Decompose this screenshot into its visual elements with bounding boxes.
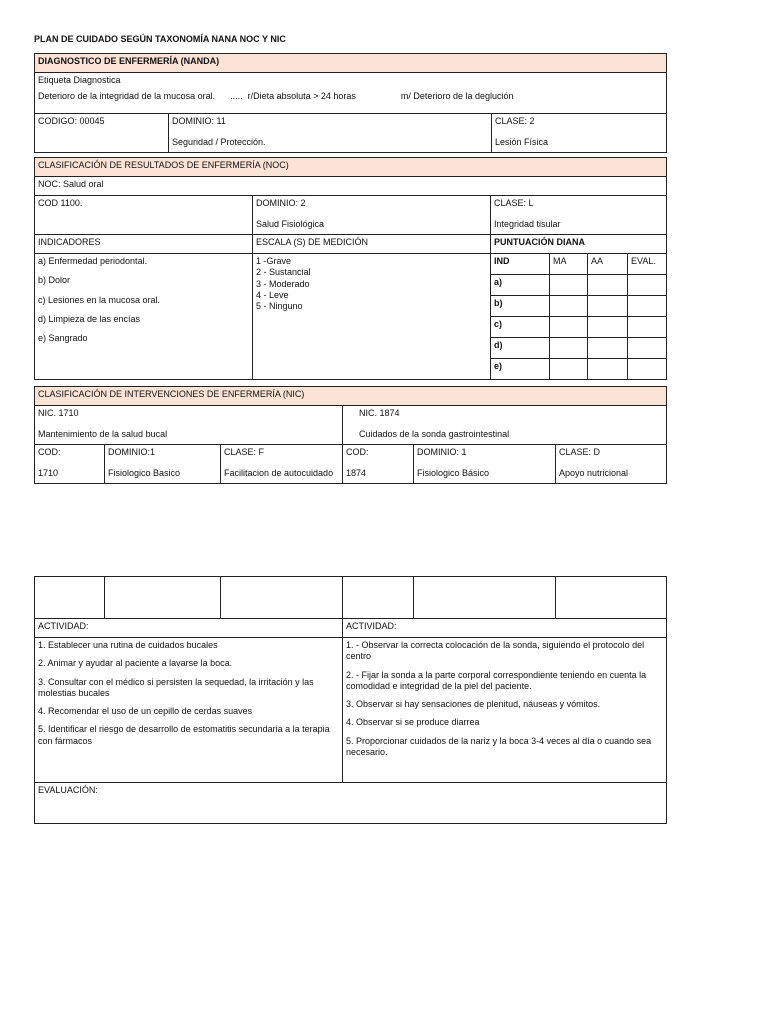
- score-cell[interactable]: [550, 317, 588, 338]
- nanda-class-cell: [492, 114, 667, 153]
- nic-left-cod-cell: [35, 445, 105, 484]
- noc-label: NOC: Salud oral: [35, 177, 667, 196]
- noc-class-name: Integridad tisular: [494, 219, 561, 230]
- score-cell[interactable]: [588, 275, 628, 296]
- score-cell[interactable]: [588, 359, 628, 380]
- nanda-class-name: Lesión Física: [495, 137, 549, 148]
- nic-left-class-cell: [221, 445, 343, 484]
- score-cell[interactable]: [588, 338, 628, 359]
- score-col-header: EVAL.: [628, 254, 667, 275]
- activity-item: 1. - Observar la correcta colocación de la sonda, siguiendo el protocolo del centro: [346, 640, 645, 662]
- indicator-item: b) Dolor: [38, 275, 71, 286]
- nic-left-class: CLASE: F: [224, 447, 265, 457]
- activities-table: [34, 576, 667, 824]
- indicators-list: [35, 254, 253, 380]
- indicator-item: d) Limpieza de las encías: [38, 313, 141, 324]
- blank-cell: [105, 577, 221, 619]
- blank-cell: [414, 577, 556, 619]
- nic-left-cell: [35, 406, 343, 445]
- score-col-header: MA: [550, 254, 588, 275]
- score-cell[interactable]: [550, 275, 588, 296]
- blank-cell: [221, 577, 343, 619]
- scale-item: 4 - Leve: [256, 289, 289, 300]
- score-row-label: b): [491, 296, 550, 317]
- activity-item: 4. Recomendar el uso de un cepillo de cerdas suaves: [38, 706, 253, 716]
- scale-item: 5 - Ninguno: [256, 301, 303, 311]
- score-col-header: IND: [491, 254, 550, 275]
- score-col-header: AA: [588, 254, 628, 275]
- nanda-diagnosis: Deterioro de la integridad de la mucosa oral. ..... r/Dieta absoluta > 24 horas m/ Deterioro de la deglución: [38, 91, 514, 102]
- nanda-table: [34, 53, 667, 153]
- score-row-label: e): [491, 359, 550, 380]
- nic-header: CLASIFICACIÓN DE INTERVENCIONES DE ENFERMERÍA (NIC): [35, 387, 667, 406]
- noc-code: COD 1100.: [35, 196, 253, 235]
- noc-table: [34, 157, 667, 380]
- scale-list: [253, 254, 491, 380]
- nic-right-code: NIC. 1874: [359, 408, 400, 418]
- nic-right-cell: [343, 406, 667, 445]
- noc-domain: DOMINIO: 2: [256, 198, 306, 208]
- activity-item: 2. Animar y ayudar al paciente a lavarse la boca.: [38, 658, 233, 669]
- nic-right-class-cell: [556, 445, 667, 484]
- activity-item: 1. Establecer una rutina de cuidados bucales: [38, 640, 218, 650]
- noc-header: CLASIFICACIÓN DE RESULTADOS DE ENFERMERÍA (NOC): [35, 158, 667, 177]
- evaluation-cell[interactable]: EVALUACIÓN:: [35, 783, 667, 824]
- activity-item: 5. Proporcionar cuidados de la nariz y la boca 3-4 veces al día o cuando sea necesario.: [346, 735, 652, 757]
- indicator-item: e) Sangrado: [38, 333, 88, 343]
- score-row-label: d): [491, 338, 550, 359]
- nic-right-domain: DOMINIO: 1: [417, 447, 467, 457]
- nic-right-cod-cell: [343, 445, 414, 484]
- nic-table: [34, 386, 667, 484]
- activity-item: 3. Observar si hay sensaciones de plenitud, náuseas y vómitos.: [346, 699, 601, 709]
- score-row-label: a): [491, 275, 550, 296]
- nic-left-domain: DOMINIO:1: [108, 447, 156, 457]
- nic-right-domain-cell: [414, 445, 556, 484]
- score-cell[interactable]: [628, 275, 667, 296]
- score-cell[interactable]: [550, 359, 588, 380]
- nic-right-class: CLASE: D: [559, 447, 601, 457]
- nic-left-code: NIC. 1710: [38, 408, 79, 418]
- score-cell[interactable]: [628, 317, 667, 338]
- score-cell[interactable]: [550, 338, 588, 359]
- nanda-class: CLASE: 2: [495, 116, 535, 126]
- nanda-code: CODIGO: 00045: [35, 114, 169, 153]
- score-cell[interactable]: [550, 296, 588, 317]
- score-cell[interactable]: [588, 296, 628, 317]
- nic-left-domain-cell: [105, 445, 221, 484]
- activity-item: 5. Identificar el riesgo de desarrollo de estomatitis secundaria a la terapia con fármacos: [38, 724, 330, 746]
- nanda-domain: DOMINIO: 11: [172, 116, 226, 126]
- activity-item: 4. Observar si se produce diarrea: [346, 717, 480, 728]
- nic-left-name: Mantenimiento de la salud bucal: [38, 429, 168, 440]
- scale-item: 1 -Grave: [256, 256, 292, 266]
- nic-right-domain-name: Fisiologico Básico: [417, 468, 490, 479]
- score-cell[interactable]: [588, 317, 628, 338]
- nic-right-name: Cuidados de la sonda gastrointestinal: [359, 429, 510, 440]
- score-header: PUNTUACIÓN DIANA: [491, 235, 667, 254]
- noc-domain-name: Salud Fisiológica: [256, 219, 325, 230]
- nic-left-cod: COD:: [38, 447, 61, 457]
- nic-left-domain-name: Fisiologico Basico: [108, 468, 181, 479]
- score-cell[interactable]: [628, 296, 667, 317]
- nanda-domain-name: Seguridad / Protección.: [172, 137, 266, 148]
- nic-right-cod-value: 1874: [346, 468, 367, 479]
- score-row-label: c): [491, 317, 550, 338]
- noc-class: CLASE: L: [494, 198, 534, 208]
- activity-left-header: ACTIVIDAD:: [35, 619, 343, 638]
- indicator-item: c) Lesiones en la mucosa oral.: [38, 294, 161, 305]
- nic-left-cod-value: 1710: [38, 468, 59, 479]
- noc-class-cell: [491, 196, 667, 235]
- scale-item: 2 - Sustancial: [256, 267, 311, 278]
- activity-left-list: [35, 638, 343, 783]
- score-cell[interactable]: [628, 338, 667, 359]
- scale-item: 3 - Moderado: [256, 278, 310, 289]
- nic-right-cod: COD:: [346, 447, 369, 457]
- noc-domain-cell: [253, 196, 491, 235]
- nic-right-class-name: Apoyo nutricional: [559, 468, 629, 479]
- scale-header: ESCALA (S) DE MEDICIÓN: [253, 235, 491, 254]
- activity-right-list: [343, 638, 667, 783]
- blank-cell: [556, 577, 667, 619]
- activity-item: 3. Consultar con el médico si persisten la sequedad, la irritación y las molestias bucales: [38, 676, 314, 698]
- activity-item: 2. - Fijar la sonda a la parte corporal correspondiente teniendo en cuenta la comodidad e integridad de la piel del paciente.: [346, 669, 647, 691]
- nanda-diagnosis-cell: [35, 73, 667, 114]
- score-cell[interactable]: [628, 359, 667, 380]
- page-title: PLAN DE CUIDADO SEGÚN TAXONOMÍA NANA NOC Y NIC: [34, 34, 286, 44]
- activity-right-header: ACTIVIDAD:: [343, 619, 667, 638]
- nanda-domain-cell: [169, 114, 492, 153]
- indicator-item: a) Enfermedad periodontal.: [38, 256, 148, 266]
- nic-left-class-name: Facilitacion de autocuidado: [224, 468, 334, 479]
- blank-cell: [343, 577, 414, 619]
- indicators-header: INDICADORES: [35, 235, 253, 254]
- blank-cell: [35, 577, 105, 619]
- nanda-header: DIAGNOSTICO DE ENFERMERÍA (NANDA): [35, 54, 667, 73]
- nanda-label: Etiqueta Diagnostica: [38, 75, 121, 85]
